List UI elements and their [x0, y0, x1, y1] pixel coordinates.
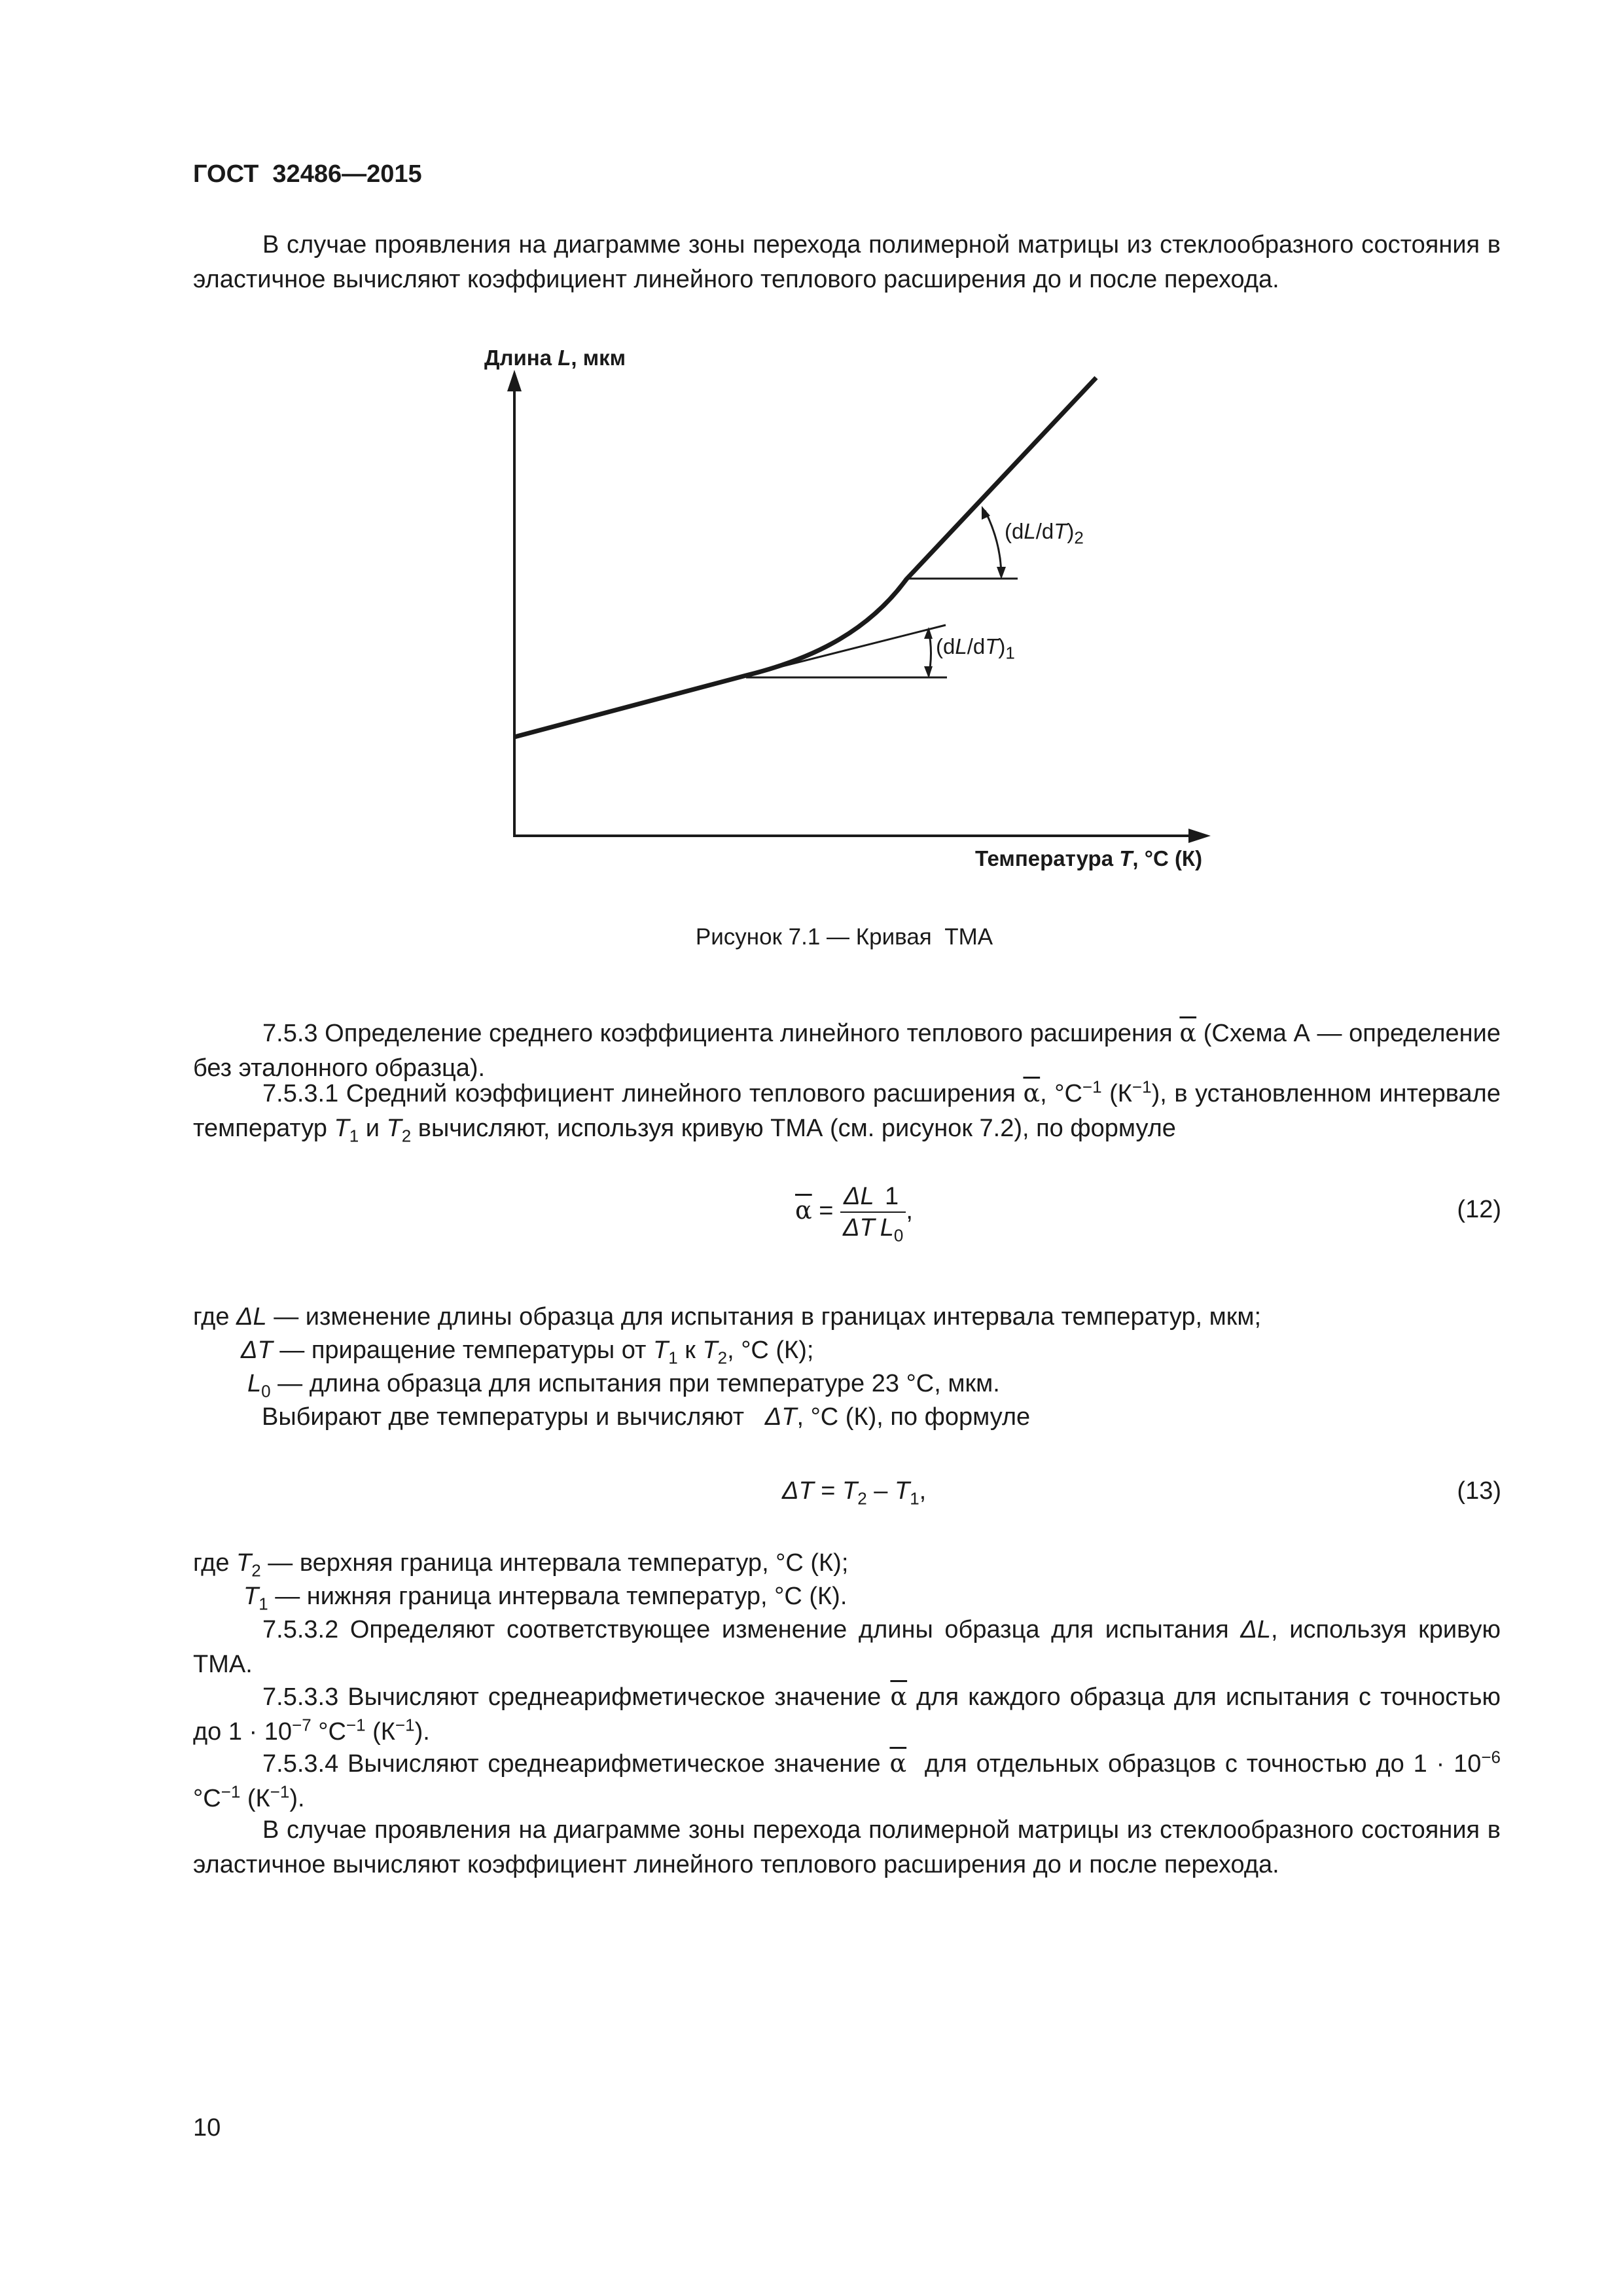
section-7-5-3-1: 7.5.3.1 Средний коэффициент линейного теплового расширения $\overline{\alpha}$, $^\circ С^{-1}$ $(К^{-1})$, в установленном интервале температур $T_1$ и $T_2$ вычисляют, используя кривую ТМА (см. рисунок 7.2), по формуле [193, 1077, 1501, 1146]
formula-12: $\overline{\alpha}$ = $\frac{\Delta L}{\Delta T}$ $\frac{1}{L_0}$ , [795, 1183, 913, 1246]
document-header: ГОСТ 32486—2015 [193, 160, 422, 188]
def-delta-t: ΔT — приращение температуры от $T_1$ к $T_2$, °С (К); [241, 1336, 814, 1368]
x-axis-label: Температура T, °С (К) [975, 846, 1203, 870]
intro-paragraph: В случае проявления на диаграмме зоны перехода полимерной матрицы из стеклообразного состояния в эластичное вычисляют коэффициент линейного теплового расширения до и после перехода. [193, 231, 1501, 293]
slope2-angle-arc [985, 511, 1001, 577]
section-7-5-3: 7.5.3 Определение среднего коэффициента линейного теплового расширения $\overline{\alpha}$ (Схема А — определение без эталонного образца). [193, 1018, 1501, 1082]
section-7-5-3-3: 7.5.3.3 Вычисляют среднеарифметическое значение $\overline{\alpha}$ для каждого образца для испытания с точностью до $1 \cdot 10^{-7}$ $^\circ С^{-1}$ $(К^{-1})$. [193, 1682, 1501, 1746]
formula-13: $\Delta T = T_2 - T_1$, [782, 1477, 927, 1509]
tma-curve-figure [0, 0, 1623, 982]
def-t2: где $T_2$ — верхняя граница интервала температур, °С (К); [193, 1549, 849, 1581]
formula-12-fraction-2: $\frac{1}{L_0}$ [878, 1181, 906, 1243]
def-l0: $L_0$ — длина образца для испытания при температуре 23 °С, мкм. [247, 1370, 1000, 1401]
formula-13-number: (13) [1457, 1477, 1501, 1505]
slope1-label: $(dL/dT)_1$ [936, 634, 1015, 663]
slope2-label: $(dL/dT)_2$ [1005, 519, 1084, 548]
x-axis-arrowhead [1188, 829, 1211, 843]
slope1-arrow-bottom [924, 666, 933, 678]
section-7-5-3-4: 7.5.3.4 Вычисляют среднеарифметическое значение $\overline{\alpha}$ для отдельных образцов с точностью до $1 \cdot 10^{-6}$ $^\circ С^{-1}$ $(К^{-1})$. [193, 1747, 1501, 1812]
def-delta-l: где ΔL — изменение длины образца для испытания в границах интервала температур, мкм; [193, 1303, 1262, 1331]
closing-paragraph: В случае проявления на диаграмме зоны перехода полимерной матрицы из стеклообразного состояния в эластичное вычисляют коэффициент линейного теплового расширения до и после перехода. [193, 1816, 1501, 1878]
formula-12-fraction-1: $\frac{\Delta L}{\Delta T}$ [840, 1181, 878, 1243]
tma-curve [514, 378, 1096, 737]
def-t1: $T_1$ — нижняя граница интервала температур, °С (К). [243, 1583, 847, 1614]
page-number: 10 [193, 2114, 221, 2142]
section-7-5-3-2: 7.5.3.2 Определяют соответствующее изменение длины образца для испытания ΔL, используя кривую ТМА. [193, 1616, 1501, 1678]
slope2-arrow-bottom [997, 567, 1006, 579]
formula-12-number: (12) [1457, 1196, 1501, 1223]
y-axis-label: Длина L, мкм [484, 346, 626, 370]
figure-caption: Рисунок 7.1 — Кривая ТМА [695, 924, 993, 950]
choose-temperatures: Выбирают две температуры и вычисляют ΔT, °С (К), по формуле [262, 1403, 1031, 1431]
formula-12-alpha: $\overline{\alpha}$ [795, 1196, 812, 1225]
y-axis-arrowhead [507, 370, 522, 391]
slope1-tangent [746, 625, 946, 675]
